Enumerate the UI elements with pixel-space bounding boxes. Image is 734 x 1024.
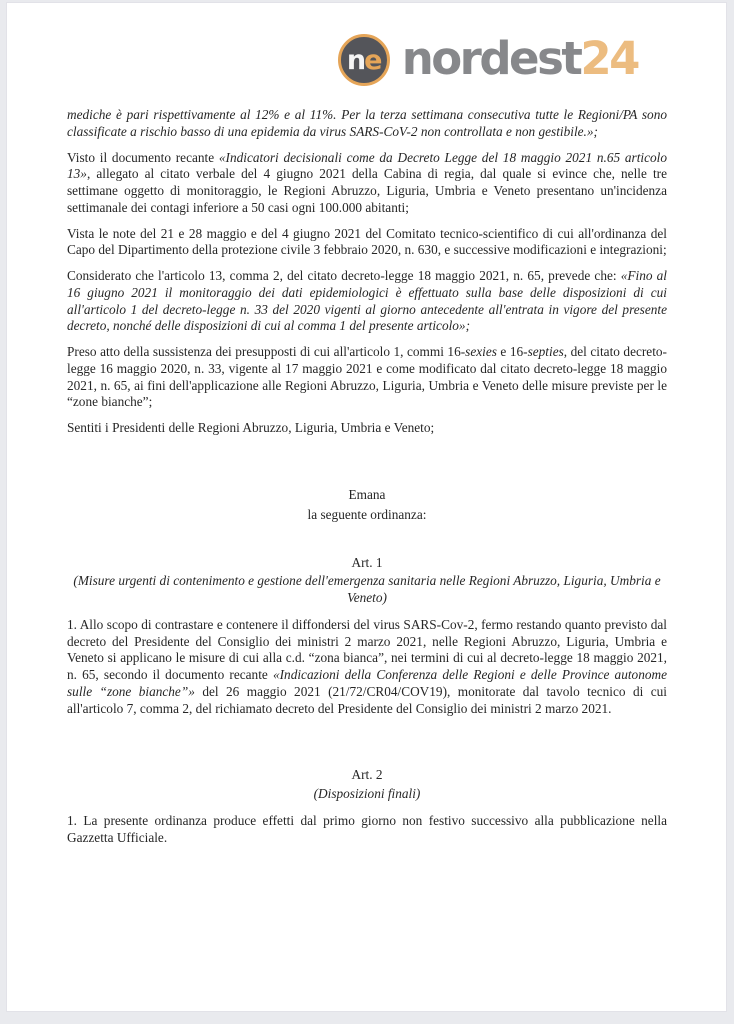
text-run: Visto il documento recante <box>67 149 219 165</box>
ordinance-text <box>7 93 726 846</box>
text-run-quote: «Fino al 16 giugno 2021 il monitoraggio dei dati epidemiologici è effettuato sulla base delle disposizioni di cui all'articolo 1 del decreto-legge n. 33 del 2020 vigenti al giorno antecedente all'entrata in vigore del presente decreto, nonché delle disposizioni di cui al comma 1 del presente articolo»; <box>67 268 667 334</box>
text-run: e 16- <box>496 344 528 359</box>
nordest24-logo <box>338 27 638 93</box>
paragraph-vista-note <box>67 226 667 260</box>
logo-wordmark-24: 24 <box>580 31 638 85</box>
text-run-latin: septies <box>527 344 564 359</box>
text-run: Vista le note del 21 e 28 maggio e del 4 giugno 2021 del Comitato tecnico-scientifico di cui all'ordinanza del Capo del Dipartimento della protezione civile 3 febbraio 2020, n. 630, e successive modificazioni e integrazioni; <box>67 225 667 258</box>
art1-body <box>67 617 667 718</box>
paragraph-preso-atto <box>67 344 667 411</box>
art2-subtitle: (Disposizioni finali) <box>313 786 421 802</box>
paragraph-sentiti <box>67 420 667 437</box>
text-run-quote: «Indicatori decisionali come da Decreto Legge del 18 maggio 2021 n.65 articolo 13» <box>67 149 667 182</box>
text-run: , allegato al citato verbale del 4 giugno 2021 della Cabina di regia, dal quale si evince che, nelle tre settimane oggetto di monitoraggio, le Regioni Abruzzo, Liguria, Umbria e Veneto presentano un'incidenza settimanale dei contagi inferiore a 50 casi ogni 100.000 abitanti; <box>67 166 667 215</box>
text-run-latin: sexies <box>465 344 497 359</box>
text-run: Preso atto della sussistenza dei presupposti di cui all'articolo 1, commi 16- <box>67 344 466 359</box>
text-run: mediche è pari rispettivamente al 12% e al 11%. Per la terza settimana consecutiva tutte le Regioni/PA sono classificate a rischio basso di una epidemia da virus SARS-CoV-2 non controllata e non gestibile.»; <box>67 107 667 139</box>
text-run: del 26 maggio 2021 (21/72/CR04/COV19), monitorate dal tavolo tecnico di cui all'articolo 7, comma 2, del richiamato decreto del Presidente del Consiglio dei ministri 2 marzo 2021. <box>67 683 667 716</box>
text-run: 1. Allo scopo di contrastare e contenere il diffondersi del virus SARS-Cov-2, fermo restando quanto previsto dal decreto del Presidente del Consiglio dei ministri 2 marzo 2021, nelle Regioni Abruzzo, Liguria, Umbria e Veneto si applicano le misure di cui alla c.d. “zona bianca”, nei termini di cui al decreto-legge 18 maggio 2021, n. 65, secondo il documento recante <box>67 616 667 683</box>
paragraph-considerato <box>67 268 667 335</box>
nordest24-logo-icon <box>338 34 390 86</box>
document-page <box>6 2 727 1012</box>
art2-body: 1. La presente ordinanza produce effetti dal primo giorno non festivo successivo alla pubblicazione nella Gazzetta Ufficiale. <box>67 812 667 845</box>
logo-icon-letter-e: e <box>364 44 381 76</box>
text-run: , del citato decreto-legge 16 maggio 2020, n. 33, vigente al 17 maggio 2021 e come modificato dal citato decreto-legge 18 maggio 2021, n. 65, ai fini dell'applicazione alle Regioni Abruzzo, Liguria, Umbria e Veneto delle misure previste per le “zone bianche”; <box>67 344 667 410</box>
art1-subtitle: (Misure urgenti di contenimento e gestione dell'emergenza sanitaria nelle Regioni Abruzzo, Liguria, Umbria e Veneto) <box>73 573 661 606</box>
art1-title: Art. 1 <box>351 554 383 570</box>
paragraph-premessa <box>67 107 667 141</box>
text-run: Considerato che l'articolo 13, comma 2, del citato decreto-legge 18 maggio 2021, n. 65, prevede che: <box>67 268 621 283</box>
paragraph-visto-documento <box>67 150 667 217</box>
site-header <box>7 3 726 93</box>
logo-wordmark-nordest: nordest <box>401 31 581 85</box>
logo-icon-letter-n: n <box>346 44 365 76</box>
emana-line2: la seguente ordinanza: <box>307 506 427 522</box>
emana-block <box>67 485 667 525</box>
emana-line1: Emana <box>348 486 386 502</box>
text-run: Sentiti i Presidenti delle Regioni Abruzzo, Liguria, Umbria e Veneto; <box>67 420 435 435</box>
art2-title: Art. 2 <box>351 767 383 783</box>
text-run-quote: «Indicazioni della Conferenza delle Regioni e delle Province autonome sulle “zone bianche”» <box>67 667 667 699</box>
logo-wordmark <box>401 31 638 85</box>
